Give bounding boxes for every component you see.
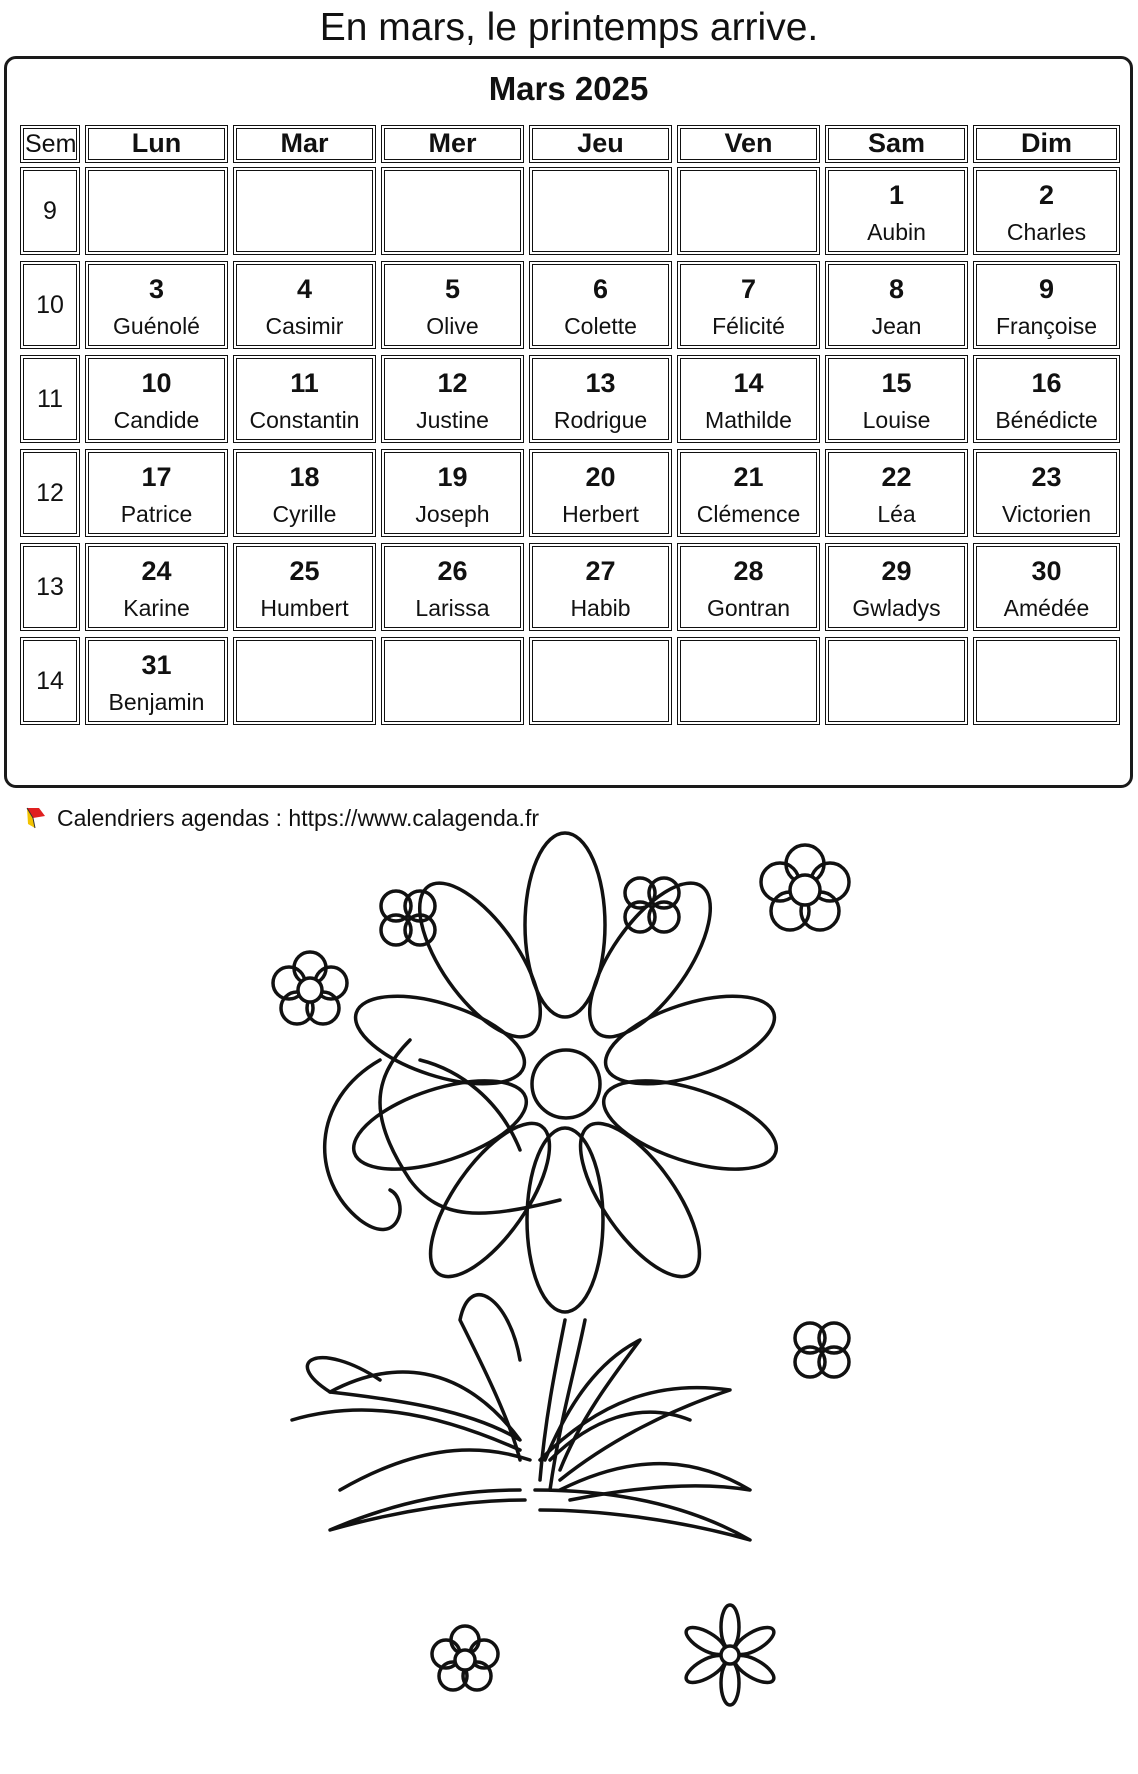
day-header: Jeu	[529, 125, 672, 163]
day-number: 18	[289, 462, 320, 492]
saint-name: Gontran	[706, 595, 791, 621]
day-number: 14	[733, 368, 764, 398]
day-cell[interactable]	[529, 543, 672, 631]
footer-link-text[interactable]: Calendriers agendas : https://www.calagenda.fr	[57, 804, 539, 831]
saint-name: Patrice	[120, 501, 193, 527]
saint-name: Amédée	[1003, 595, 1090, 621]
day-cell[interactable]	[825, 167, 968, 255]
leaves-icon	[292, 1295, 750, 1540]
day-number: 2	[1038, 180, 1055, 210]
saint-name: Habib	[570, 595, 631, 621]
empty-day-cell[interactable]	[381, 167, 524, 255]
day-number: 21	[733, 462, 764, 492]
bud-icon	[625, 878, 679, 932]
saint-name: Olive	[426, 313, 479, 339]
saint-name: Joseph	[415, 501, 490, 527]
calendar-frame	[4, 56, 1133, 831]
day-cell[interactable]	[973, 449, 1120, 537]
saint-name: Félicité	[712, 313, 785, 339]
week-number: 13	[20, 543, 80, 631]
day-header: Mar	[233, 125, 376, 163]
day-number: 30	[1031, 556, 1062, 586]
day-number: 8	[888, 274, 905, 304]
saint-name: Casimir	[265, 313, 344, 339]
day-number: 17	[141, 462, 172, 492]
day-number: 5	[444, 274, 461, 304]
saint-name: Léa	[877, 501, 916, 527]
week-number: 10	[20, 261, 80, 349]
day-cell[interactable]	[85, 543, 228, 631]
day-number: 22	[881, 462, 912, 492]
day-cell[interactable]	[233, 543, 376, 631]
saint-name: Mathilde	[705, 407, 792, 433]
day-number: 12	[437, 368, 468, 398]
small-flower-icon	[273, 952, 347, 1024]
day-cell[interactable]	[381, 449, 524, 537]
day-cell[interactable]	[85, 355, 228, 443]
day-cell[interactable]	[973, 543, 1120, 631]
day-cell[interactable]	[677, 449, 820, 537]
saint-name: Louise	[862, 407, 931, 433]
day-number: 29	[881, 556, 912, 586]
saint-name: Bénédicte	[995, 407, 1098, 433]
saint-name: Larissa	[415, 595, 490, 621]
day-header: Lun	[85, 125, 228, 163]
day-cell[interactable]	[825, 355, 968, 443]
day-number: 6	[592, 274, 609, 304]
week-number: 12	[20, 449, 80, 537]
day-header: Sam	[825, 125, 968, 163]
day-header: Ven	[677, 125, 820, 163]
empty-day-cell[interactable]	[233, 637, 376, 725]
saint-name: Constantin	[249, 407, 360, 433]
flower-illustration	[0, 800, 1138, 1774]
saint-name: Benjamin	[108, 689, 205, 715]
page-headline: En mars, le printemps arrive.	[319, 6, 819, 49]
day-cell[interactable]	[233, 355, 376, 443]
saint-name: Charles	[1006, 219, 1087, 245]
daisy-icon	[682, 1605, 778, 1705]
day-header: Dim	[973, 125, 1120, 163]
day-number: 13	[585, 368, 616, 398]
empty-day-cell[interactable]	[529, 637, 672, 725]
day-cell[interactable]	[85, 261, 228, 349]
day-cell[interactable]	[381, 261, 524, 349]
day-number: 10	[141, 368, 172, 398]
day-cell[interactable]	[381, 543, 524, 631]
day-cell[interactable]	[973, 355, 1120, 443]
saint-name: Colette	[564, 313, 637, 339]
day-cell[interactable]	[677, 261, 820, 349]
week-number: 11	[20, 355, 80, 443]
saint-name: Candide	[113, 407, 200, 433]
day-cell[interactable]	[825, 449, 968, 537]
day-cell[interactable]	[677, 355, 820, 443]
saint-name: Justine	[416, 407, 489, 433]
day-cell[interactable]	[529, 355, 672, 443]
small-flower-icon	[761, 845, 849, 930]
day-header: Mer	[381, 125, 524, 163]
saint-name: Cyrille	[272, 501, 337, 527]
day-cell[interactable]	[85, 637, 228, 725]
day-cell[interactable]	[233, 449, 376, 537]
day-number: 19	[437, 462, 468, 492]
empty-day-cell[interactable]	[529, 167, 672, 255]
saint-name: Humbert	[260, 595, 349, 621]
day-cell[interactable]	[825, 261, 968, 349]
day-number: 3	[148, 274, 165, 304]
saint-name: Aubin	[867, 219, 926, 245]
bud-icon	[795, 1323, 849, 1377]
day-number: 4	[296, 274, 313, 304]
saint-name: Karine	[123, 595, 190, 621]
empty-day-cell[interactable]	[677, 637, 820, 725]
saint-name: Rodrigue	[553, 407, 648, 433]
day-number: 1	[888, 180, 905, 210]
small-flower-icon	[432, 1626, 498, 1690]
empty-day-cell[interactable]	[233, 167, 376, 255]
saint-name: Victorien	[1001, 501, 1092, 527]
day-number: 16	[1031, 368, 1062, 398]
day-cell[interactable]	[381, 355, 524, 443]
day-number: 24	[141, 556, 172, 586]
saint-name: Françoise	[996, 313, 1097, 339]
saint-name: Herbert	[562, 501, 639, 527]
day-cell[interactable]	[825, 543, 968, 631]
week-header: Sem	[20, 125, 80, 163]
day-number: 23	[1031, 462, 1062, 492]
day-cell[interactable]	[529, 449, 672, 537]
empty-day-cell[interactable]	[85, 167, 228, 255]
day-number: 9	[1038, 274, 1055, 304]
day-number: 28	[733, 556, 764, 586]
saint-name: Jean	[871, 313, 922, 339]
empty-day-cell[interactable]	[677, 167, 820, 255]
saint-name: Gwladys	[852, 595, 941, 621]
day-number: 7	[740, 274, 757, 304]
saint-name: Clémence	[696, 501, 801, 527]
day-cell[interactable]	[529, 261, 672, 349]
day-cell[interactable]	[677, 543, 820, 631]
day-number: 26	[437, 556, 468, 586]
empty-day-cell[interactable]	[825, 637, 968, 725]
day-cell[interactable]	[973, 167, 1120, 255]
day-number: 15	[881, 368, 912, 398]
day-number: 31	[141, 650, 172, 680]
day-cell[interactable]	[973, 261, 1120, 349]
day-number: 27	[585, 556, 616, 586]
day-cell[interactable]	[85, 449, 228, 537]
day-number: 20	[585, 462, 616, 492]
day-number: 25	[289, 556, 320, 586]
saint-name: Guénolé	[113, 313, 200, 339]
week-number: 14	[20, 637, 80, 725]
day-cell[interactable]	[233, 261, 376, 349]
empty-day-cell[interactable]	[381, 637, 524, 725]
calendar-title: Mars 2025	[488, 70, 649, 107]
week-number: 9	[20, 167, 80, 255]
day-number: 11	[290, 368, 319, 398]
empty-day-cell[interactable]	[973, 637, 1120, 725]
